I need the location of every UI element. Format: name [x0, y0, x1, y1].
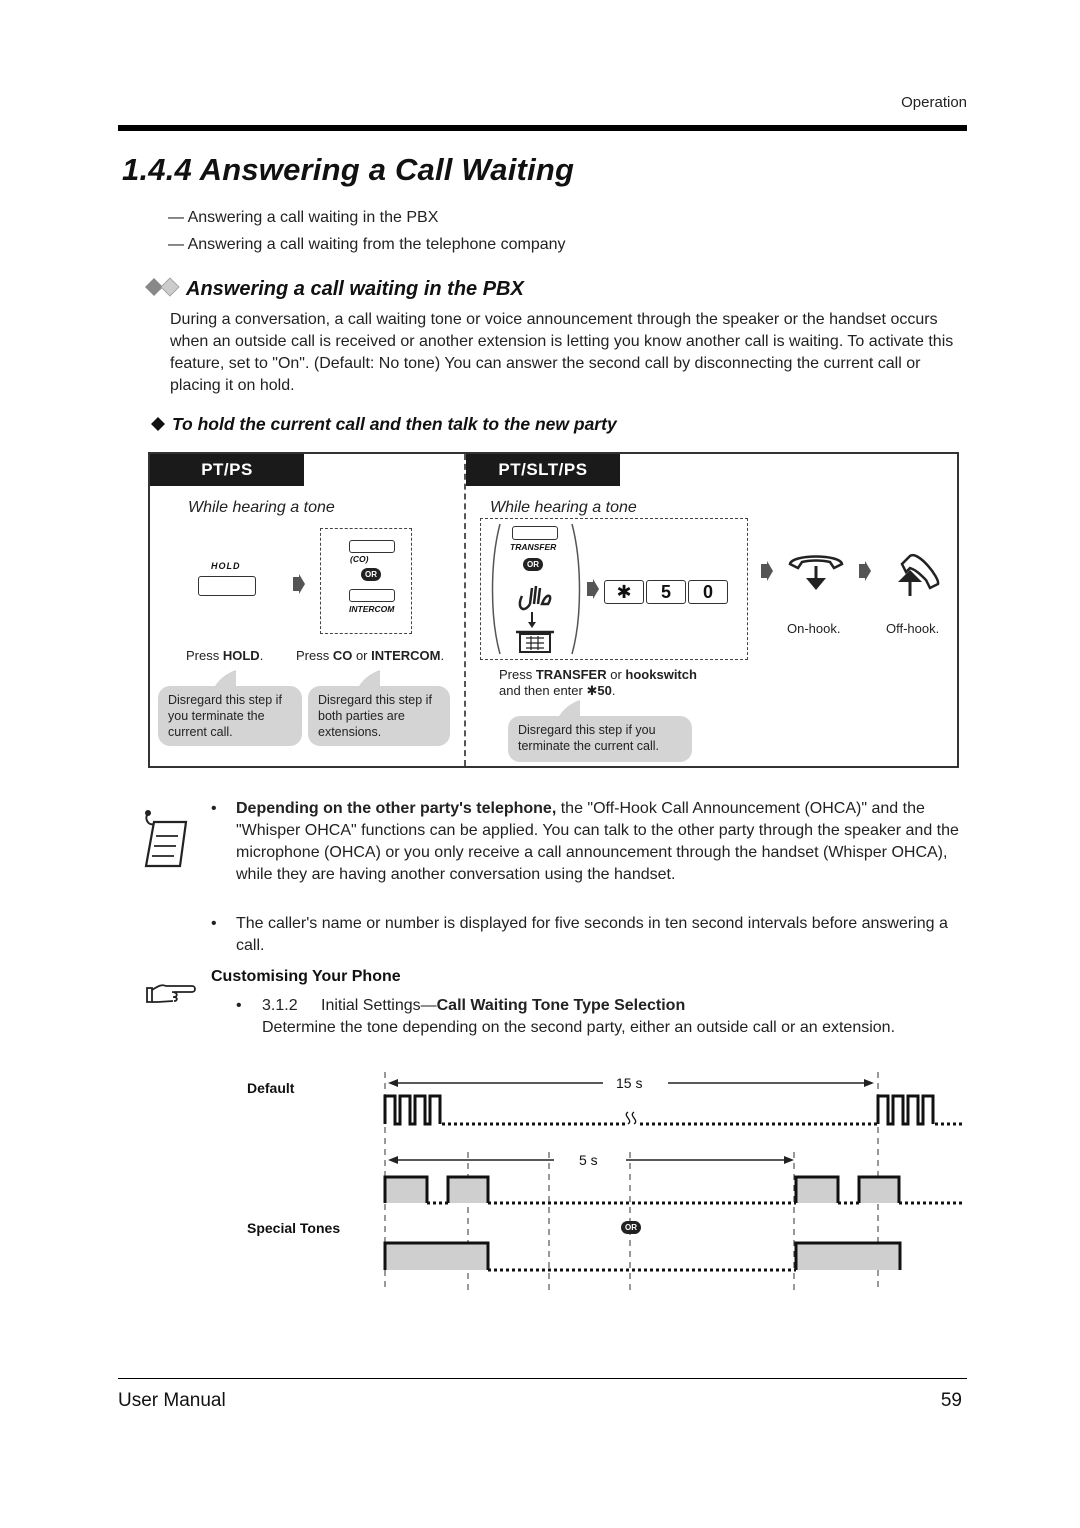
- hold-key-label: HOLD: [211, 561, 241, 571]
- note-bubble-transfer: Disregard this step if you terminate the current call.: [508, 716, 692, 762]
- onhook-label: On-hook.: [787, 621, 841, 636]
- key-0[interactable]: 0: [688, 580, 728, 604]
- page-number: 59: [940, 1390, 962, 1411]
- hold-button[interactable]: [198, 576, 256, 596]
- caption-press-co: Press CO or INTERCOM.: [296, 648, 445, 663]
- handset-onhook-icon: [786, 550, 846, 594]
- footer-rule: [118, 1378, 967, 1379]
- caption-enter-code: and then enter ✱50.: [499, 683, 616, 698]
- key-5[interactable]: 5: [646, 580, 686, 604]
- intercom-button[interactable]: [349, 589, 395, 602]
- key-star[interactable]: ✱: [604, 580, 644, 604]
- note-bubble-co: Disregard this step if both parties are extensions.: [308, 686, 450, 746]
- hookswitch-icon[interactable]: [512, 582, 556, 654]
- note-bubble-hold: Disregard this step if you terminate the current call.: [158, 686, 302, 746]
- caption-press-transfer: Press TRANSFER or hookswitch: [499, 667, 697, 682]
- transfer-key-label: TRANSFER: [510, 542, 557, 552]
- default-label: Default: [247, 1080, 295, 1096]
- arrow-right-icon: [760, 560, 774, 582]
- customising-item-desc: Determine the tone depending on the second party, either an outside call or an extension.: [262, 1019, 896, 1036]
- footer-manual-label: User Manual: [118, 1390, 226, 1411]
- column-divider: [464, 454, 466, 766]
- caption-press-hold: Press HOLD.: [186, 648, 264, 663]
- interval-15s-label: 15 s: [616, 1075, 643, 1091]
- offhook-label: Off-hook.: [886, 621, 940, 636]
- tab-pt-ps: PT/PS: [150, 454, 304, 486]
- interval-5s-label: 5 s: [579, 1152, 598, 1168]
- handset-offhook-icon: [884, 550, 944, 600]
- diamond-bullet-icon: [150, 416, 166, 432]
- subsection-paragraph: During a conversation, a call waiting tone or voice announcement through the speaker or the handset occurs when an outside call is received or another extension is letting you know another call is waiting. To activate this feature, set to "On". (Default: No tone) You can answer the second call by disconnecting the current call or placing it on hold.: [170, 311, 954, 394]
- bullet-dot: •: [236, 997, 242, 1014]
- or-badge: OR: [621, 1221, 641, 1234]
- header-rule: [118, 125, 967, 131]
- arrow-right-icon: [586, 578, 600, 600]
- note-item-caller-id: The caller's name or number is displayed for five seconds in ten second intervals before answering a call.: [236, 915, 948, 954]
- procedure-diagram: [148, 452, 959, 768]
- arrow-right-icon: [292, 573, 306, 595]
- co-button[interactable]: [349, 540, 395, 553]
- or-badge: OR: [523, 558, 543, 571]
- toc-item-telco[interactable]: — Answering a call waiting from the telephone company: [168, 236, 566, 253]
- tab-pt-slt-ps: PT/SLT/PS: [466, 454, 620, 486]
- tone-timing-chart: [378, 1068, 968, 1294]
- double-diamond-icon: [144, 276, 184, 300]
- transfer-button[interactable]: [512, 526, 558, 540]
- customising-heading: Customising Your Phone: [211, 968, 401, 985]
- customising-item-number: 3.1.2: [262, 997, 298, 1014]
- toc-item-pbx[interactable]: — Answering a call waiting in the PBX: [168, 209, 439, 226]
- subsection-title: Answering a call waiting in the PBX: [186, 278, 524, 300]
- or-badge: OR: [361, 568, 381, 581]
- note-pad-icon: [140, 804, 192, 870]
- header-section-label: Operation: [901, 94, 967, 111]
- right-condition: While hearing a tone: [490, 499, 637, 516]
- pointing-hand-icon: [144, 980, 198, 1006]
- customising-item-link[interactable]: Initial Settings—Call Waiting Tone Type Selection: [321, 997, 686, 1014]
- bullet-dot: •: [211, 915, 217, 932]
- bullet-dot: •: [211, 800, 217, 817]
- page-title: 1.4.4 Answering a Call Waiting: [122, 152, 575, 187]
- note-item-ohca: Depending on the other party's telephone, the "Off-Hook Call Announcement (OHCA)" and the "Whisper OHCA" functions can be applied. You can talk to the other party through the speaker and the microphone (OHCA) or you only receive a call announcement through the handset (Whisper OHCA), while they are having another conversation using the handset.: [236, 800, 959, 883]
- co-key-label: (CO): [350, 554, 369, 564]
- intercom-key-label: INTERCOM: [349, 604, 395, 614]
- special-tones-label: Special Tones: [247, 1220, 341, 1236]
- arrow-right-icon: [858, 560, 872, 582]
- left-condition: While hearing a tone: [188, 499, 335, 516]
- procedure-title: To hold the current call and then talk to the new party: [172, 414, 617, 434]
